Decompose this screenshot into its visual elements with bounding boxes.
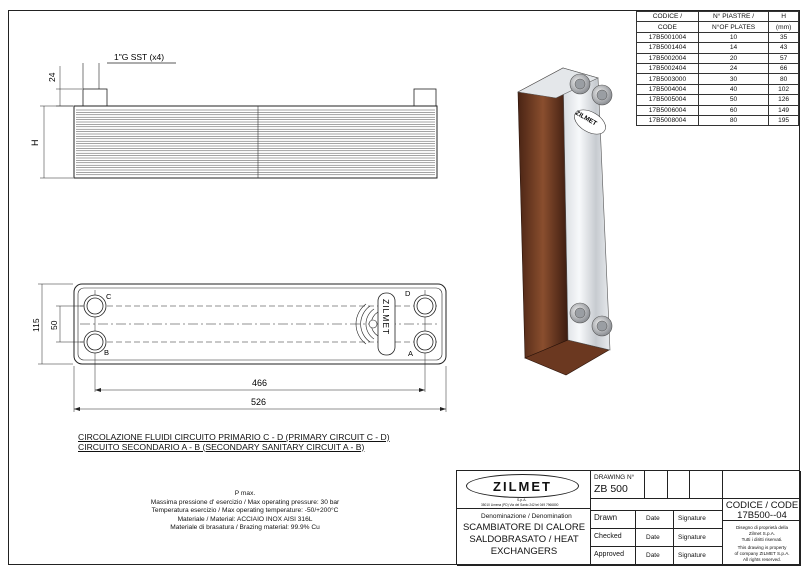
table-row [637,74,799,84]
property-note-cell [723,521,801,566]
p-max-label: P max. [234,490,256,497]
title-line-3: EXCHANGERS [490,546,558,557]
table-row [637,53,799,63]
dim-526: 526 [251,397,267,407]
cell-code: 17B5004004 [637,84,699,94]
port-a [414,331,436,353]
secondary-circuit-note: CIRCUITO SECONDARIO A - B (SECONDARY SANITARY CIRCUIT A - B) [78,441,365,452]
cell-code: 17B5002004 [637,53,699,63]
cell-h: 57 [769,53,799,63]
port-a-label: A [408,349,414,358]
table-row [637,43,799,53]
code-value: 17B500--04 [737,510,787,521]
property-note-en-2: of company ZILMET S.p.A. [734,551,790,556]
header-plates: N° PIASTRE / [698,12,768,22]
cell-plates: 80 [698,115,768,125]
drawing-number-label: DRAWING N° [594,474,635,481]
header-h: (mm) [769,22,799,32]
title-line-2: SALDOBRASATO / HEAT [469,534,579,545]
port-d [414,295,436,317]
blank-cell [690,471,723,499]
date-cell [636,511,674,529]
property-note-en-1: This drawing is property [737,545,787,550]
approved-label: Approved [594,551,624,558]
dim-50: 50 [49,320,59,330]
plate-logo-text: ZILMET [381,299,391,336]
dim-115: 115 [31,318,41,332]
title-line-1: SCAMBIATORE DI CALORE [462,522,586,533]
drawn-label: Drawn [594,513,618,522]
date-label: Date [646,515,660,522]
port-b [84,331,106,353]
cell-code: 17B5008004 [637,115,699,125]
cell-h: 80 [769,74,799,84]
port-c-label: C [106,292,112,301]
table-header-row [637,12,799,22]
cell-plates: 30 [698,74,768,84]
table-row [637,105,799,115]
property-note-it-1: Disegno di proprietà della [735,525,789,530]
blank-cell [723,471,801,499]
date-cell [636,529,674,547]
cell-code: 17B5001004 [637,32,699,42]
port-b-label: B [104,348,110,357]
cell-h: 149 [769,105,799,115]
dim-466: 466 [252,378,268,388]
property-note-it-3: Tutti i diritti riservati. [741,537,783,542]
cell-h: 195 [769,115,799,125]
circuit-notes [78,433,418,452]
blank-cell [645,471,668,499]
table-row [637,95,799,105]
checked-cell [591,529,636,547]
cell-code: 17B5002404 [637,63,699,73]
date-label: Date [646,534,660,541]
signature-cell [674,529,723,547]
material-spec: Materiale / Material: ACCIAIO INOX AISI 316L [177,515,313,523]
cell-h: 35 [769,32,799,42]
cell-plates: 10 [698,32,768,42]
denomination-cell [457,509,591,566]
cell-h: 66 [769,63,799,73]
approved-cell [591,547,636,566]
drawn-cell [591,511,636,529]
signature-label: Signature [678,534,706,541]
signature-label: Signature [678,515,706,522]
blank-cell [591,499,723,511]
signature-cell [674,547,723,566]
denomination-label: Denominazione / Denomination [481,513,572,520]
drawing-number: ZB 500 [594,483,628,495]
dim-24: 24 [47,72,57,82]
date-cell [636,547,674,566]
cell-code: 17B5005004 [637,95,699,105]
temperature-spec: Temperatura esercizio / Max operating temperature: -50/+200°C [151,507,339,515]
signature-cell [674,511,723,529]
product-logo-text: ZILMET [574,109,598,128]
port-c [84,295,106,317]
code-cell [723,499,801,521]
cell-plates: 40 [698,84,768,94]
signature-label: Signature [678,552,706,559]
product-3d-render [518,68,612,375]
operating-specs [100,490,390,533]
plates-table [636,11,799,126]
title-block [456,470,800,565]
drawing-number-cell [591,471,645,499]
connection-label: 1"G SST (x4) [114,52,165,62]
company-logo-sub: S.p.A. [517,498,527,502]
table-row [637,84,799,94]
property-note-it-2: Zilmet S.p.A. [748,531,776,536]
cell-plates: 60 [698,105,768,115]
company-address: 35010 Limena (PD) Via del Santo 242 tel 049 7966800 [481,503,559,507]
table-row [637,115,799,125]
port-d-label: D [405,289,411,298]
code-label: CODICE / CODE [725,500,799,511]
cell-plates: 14 [698,43,768,53]
cell-h: 126 [769,95,799,105]
front-view [31,284,446,412]
table-header-row [637,22,799,32]
company-logo: ZILMET [466,474,579,498]
side-view [30,52,437,178]
cell-code: 17B5003000 [637,74,699,84]
cell-plates: 20 [698,53,768,63]
checked-label: Checked [594,533,622,540]
brazing-spec: Materiale di brasatura / Brazing material: 99.9% Cu [170,524,320,532]
header-code: CODE [637,22,699,32]
cell-plates: 50 [698,95,768,105]
primary-circuit-note: CIRCOLAZIONE FLUIDI CIRCUITO PRIMARIO C - D (PRIMARY CIRCUIT C - D) [78,432,390,442]
table-row [637,63,799,73]
date-label: Date [646,552,660,559]
blank-cell [668,471,690,499]
company-cell [457,471,591,509]
header-plates: N°OF PLATES [698,22,768,32]
cell-code: 17B5006004 [637,105,699,115]
dim-h: H [30,139,40,146]
cell-h: 102 [769,84,799,94]
pressure-spec: Massima pressione d' esercizio / Max operating pressure: 30 bar [150,498,340,506]
cell-plates: 24 [698,63,768,73]
table-row [637,32,799,42]
cell-h: 43 [769,43,799,53]
cell-code: 17B5001404 [637,43,699,53]
header-h: H [769,12,799,22]
header-code: CODICE / [637,12,699,22]
property-note-en-3: All rights reserved. [742,557,782,562]
